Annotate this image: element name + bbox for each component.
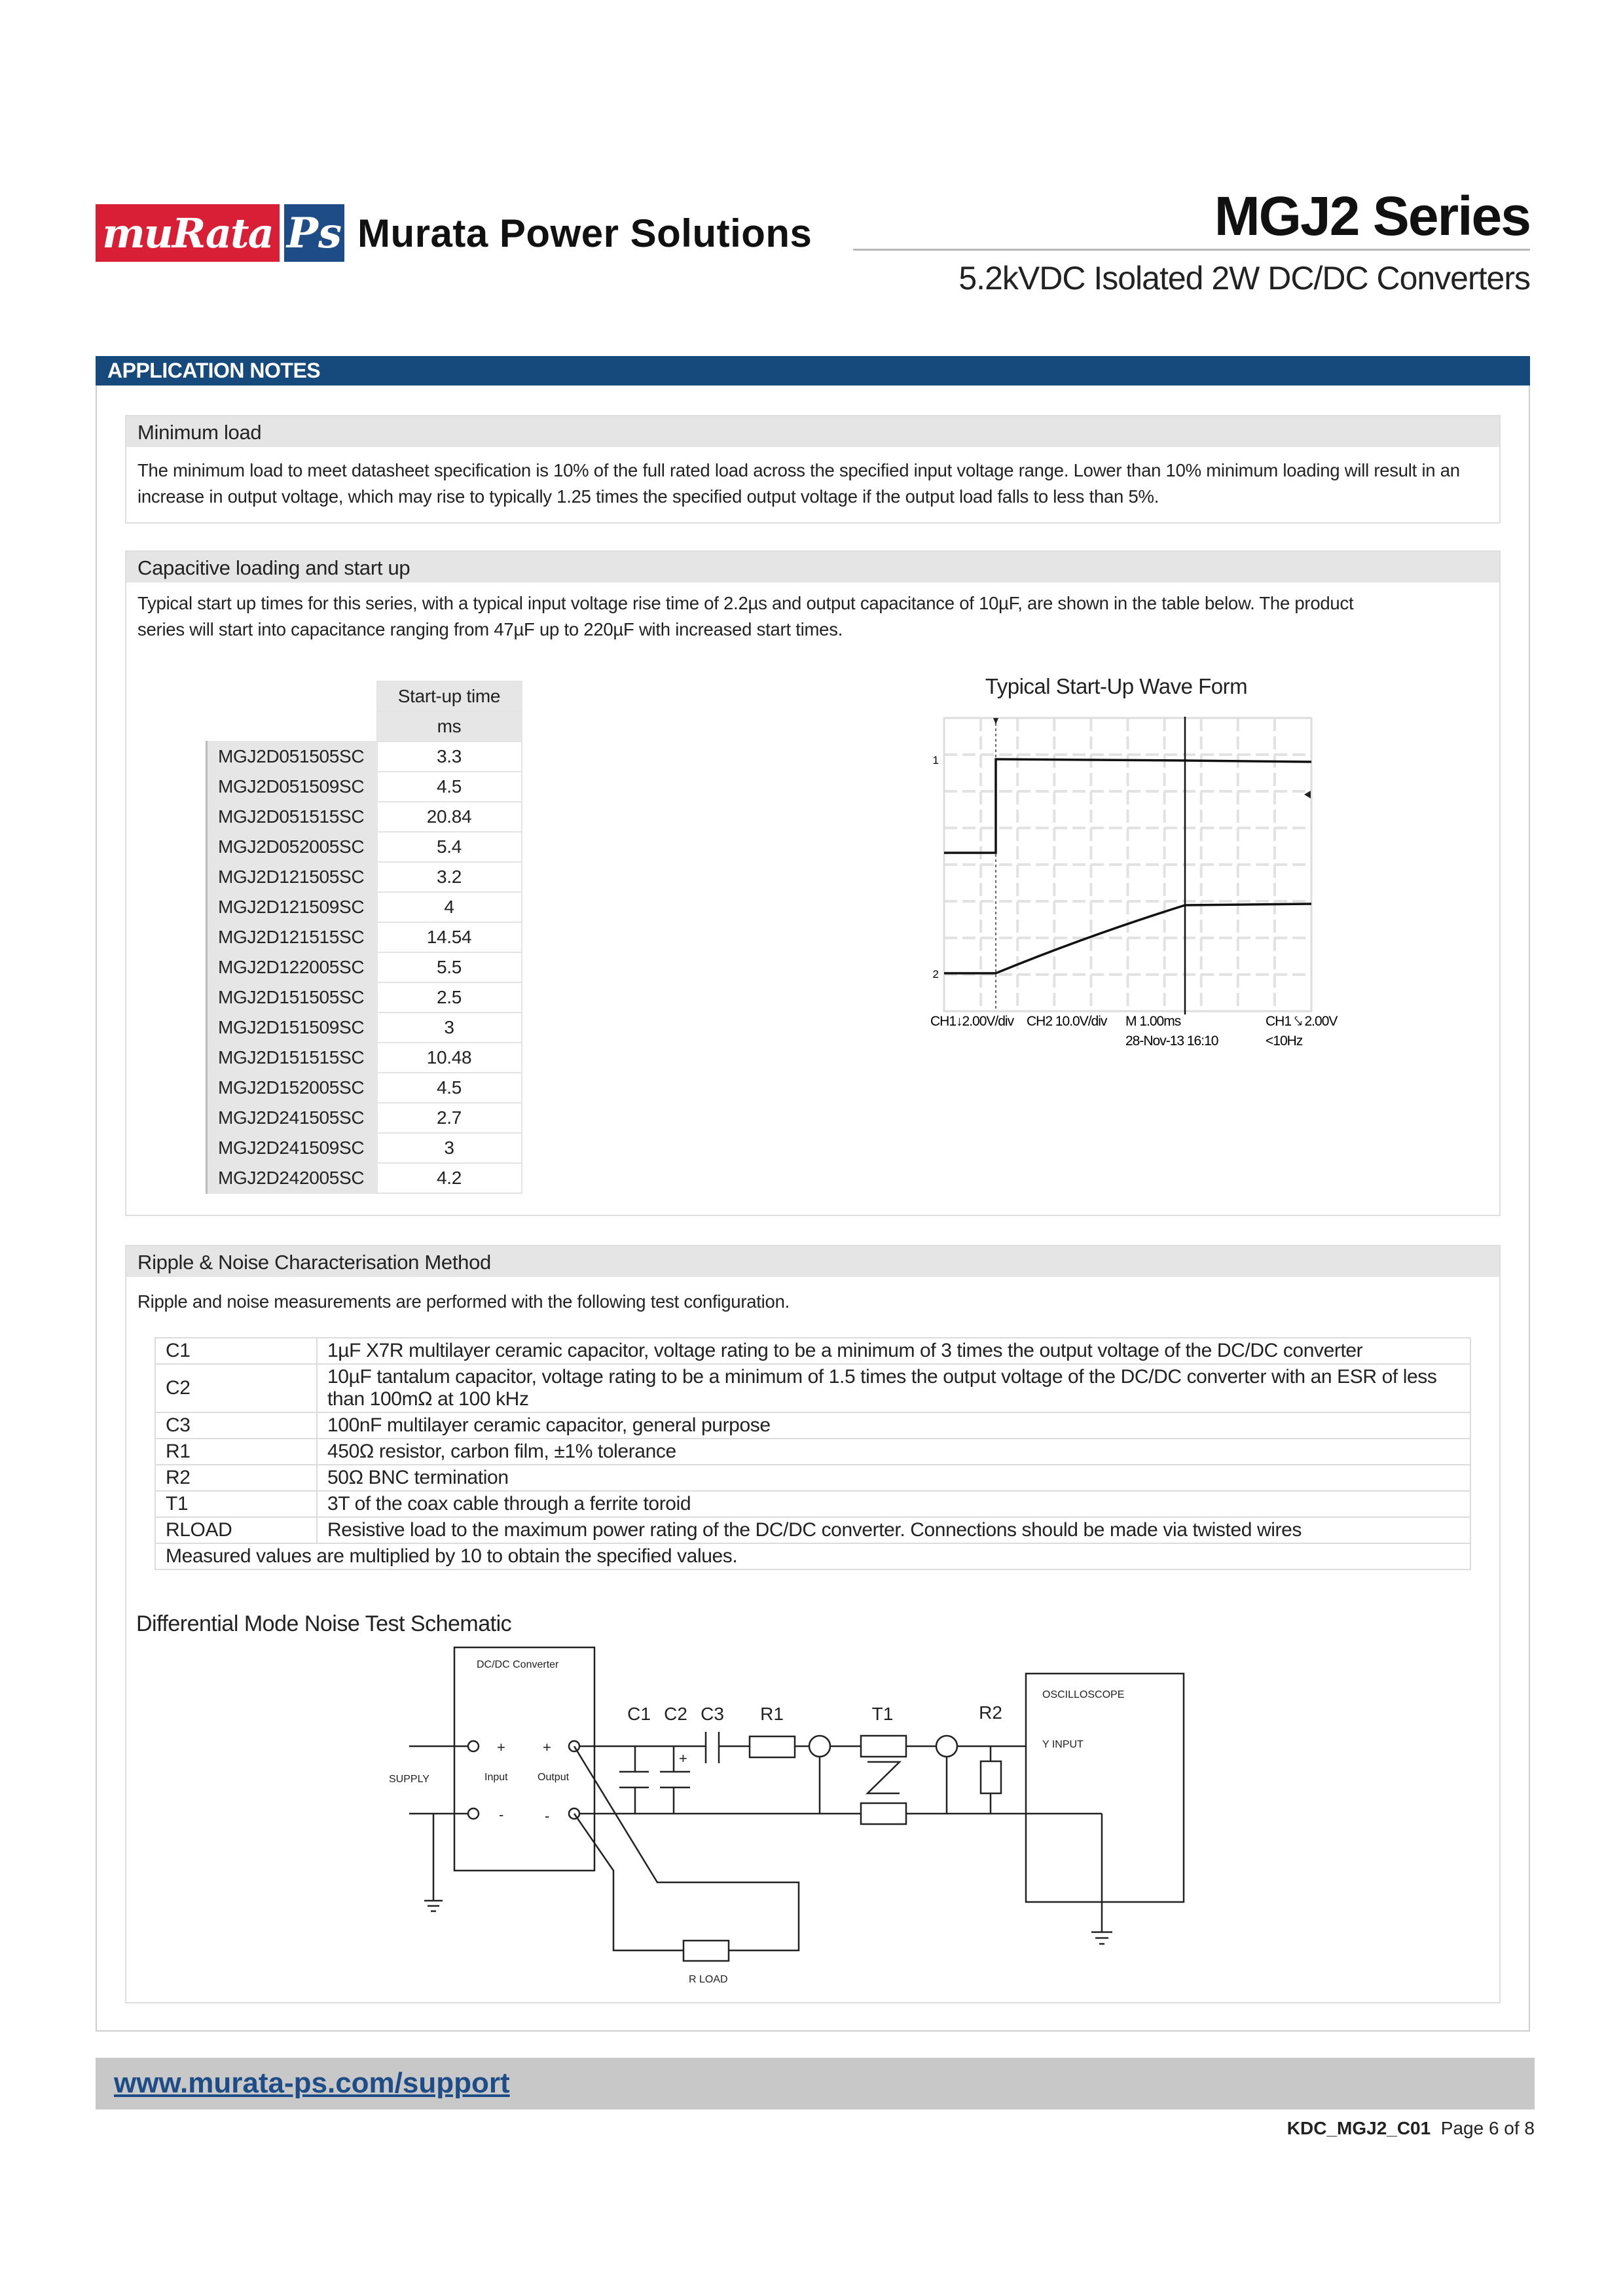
table-row	[155, 1491, 1470, 1517]
startup-time-cell: 2.7	[377, 1103, 522, 1133]
table-row	[207, 1073, 522, 1103]
model-cell: MGJ2D152005SC	[207, 1073, 377, 1103]
table-row	[155, 1517, 1470, 1543]
footer-bar	[96, 2058, 1535, 2109]
text-line: Typical start up times for this series, with a typical input voltage rise time of 2.2µs and output capacitance of 10µF, are shown in the table below. The product	[137, 593, 1354, 613]
table-note: Measured values are multiplied by 10 to obtain the specified values.	[155, 1543, 1470, 1570]
section-title: Minimum load	[126, 416, 1499, 447]
model-cell: MGJ2D241505SC	[207, 1103, 377, 1133]
component-ref: RLOAD	[155, 1517, 317, 1543]
series-title: MGJ2 Series	[1214, 185, 1530, 247]
startup-time-cell: 3.3	[377, 742, 522, 772]
murata-logo-text: muRata	[102, 209, 273, 257]
table-row	[207, 1103, 522, 1133]
startup-waveform-scope	[917, 710, 1362, 1057]
trigger-marker-icon	[993, 718, 998, 725]
component-desc: 10µF tantalum capacitor, voltage rating to be a minimum of 1.5 times the output voltage of the DC/DC converter with an ESR of less than 100mΩ at 100 kHz	[317, 1364, 1470, 1412]
model-cell: MGJ2D051515SC	[207, 802, 377, 832]
table-row	[155, 1338, 1470, 1364]
r2-resistor	[981, 1761, 1001, 1793]
r1-label: R1	[760, 1704, 784, 1724]
trigger-setting: CH1 ⤥ 2.00V	[1266, 1014, 1338, 1029]
startup-time-cell: 5.5	[377, 952, 522, 982]
table-row	[207, 1163, 522, 1193]
component-ref: C3	[155, 1412, 317, 1439]
startup-time-cell: 4.5	[377, 772, 522, 802]
table-row	[207, 922, 522, 952]
output-plus: +	[543, 1739, 551, 1755]
support-link[interactable]: www.murata-ps.com/support	[114, 2067, 510, 2099]
component-desc: 1µF X7R multilayer ceramic capacitor, voltage rating to be a minimum of 3 times the output voltage of the DC/DC converter	[317, 1338, 1470, 1364]
datetime: 28-Nov-13 16:10	[1125, 1033, 1218, 1049]
startup-time-cell: 4.2	[377, 1163, 522, 1193]
model-cell: MGJ2D242005SC	[207, 1163, 377, 1193]
rload-label: R LOAD	[689, 1974, 728, 1985]
component-ref: T1	[155, 1491, 317, 1517]
component-ref: R2	[155, 1465, 317, 1491]
table-row	[155, 1364, 1470, 1412]
table-row	[155, 1412, 1470, 1439]
section-title: Ripple & Noise Characterisation Method	[126, 1246, 1499, 1277]
series-subtitle: 5.2kVDC Isolated 2W DC/DC Converters	[958, 260, 1530, 296]
input-label: Input	[484, 1772, 508, 1783]
table-row	[207, 742, 522, 772]
c2-label: C2	[664, 1704, 687, 1724]
model-cell: MGJ2D151509SC	[207, 1013, 377, 1043]
startup-time-cell: 3	[377, 1013, 522, 1043]
oscilloscope-label: OSCILLOSCOPE	[1042, 1689, 1125, 1700]
supply-label: SUPPLY	[389, 1774, 429, 1785]
component-ref: C2	[155, 1364, 317, 1412]
c2-polarity: +	[679, 1750, 687, 1767]
input-minus: -	[499, 1806, 504, 1823]
ps-logo	[284, 204, 344, 262]
table-row	[155, 1465, 1470, 1491]
ch1-marker: 1	[932, 754, 939, 766]
converter-label: DC/DC Converter	[477, 1659, 559, 1670]
c1-label: C1	[627, 1704, 651, 1724]
y-input-label: Y INPUT	[1042, 1739, 1084, 1750]
murata-logo	[96, 204, 280, 262]
model-cell: MGJ2D121515SC	[207, 922, 377, 952]
ps-logo-text: Ps	[286, 208, 342, 258]
table-row	[207, 1133, 522, 1163]
model-cell: MGJ2D121505SC	[207, 862, 377, 892]
ripple-intro: Ripple and noise measurements are performed with the following test configuration.	[137, 1291, 790, 1312]
table-row	[207, 832, 522, 862]
header-divider	[853, 249, 1530, 251]
startup-time-cell: 3	[377, 1133, 522, 1163]
section-title: Capacitive loading and start up	[126, 552, 1499, 583]
waveform-title: Typical Start-Up Wave Form	[985, 674, 1248, 698]
component-desc: 450Ω resistor, carbon film, ±1% tolerance	[317, 1439, 1470, 1465]
ch1-scale: CH1↓2.00V/div	[930, 1014, 1014, 1029]
component-ref: R1	[155, 1439, 317, 1465]
model-cell: MGJ2D151515SC	[207, 1043, 377, 1073]
dcdc-converter-box	[454, 1647, 594, 1871]
timebase: M 1.00ms	[1125, 1014, 1181, 1029]
noise-test-schematic	[354, 1636, 1270, 2003]
model-cell: MGJ2D241509SC	[207, 1133, 377, 1163]
document-id: KDC_MGJ2_C01	[1286, 2118, 1431, 2138]
component-desc: 3T of the coax cable through a ferrite toroid	[317, 1491, 1470, 1517]
model-cell: MGJ2D051505SC	[207, 742, 377, 772]
t1-lower	[861, 1803, 906, 1824]
startup-time-table	[206, 681, 522, 1194]
model-cell: MGJ2D151505SC	[207, 982, 377, 1013]
component-desc: Resistive load to the maximum power rating of the DC/DC converter. Connections should be made via twisted wires	[317, 1517, 1470, 1543]
startup-time-cell: 4.5	[377, 1073, 522, 1103]
text-line: series will start into capacitance ranging from 47µF up to 220µF with increased start times.	[137, 619, 843, 639]
input-plus: +	[497, 1739, 505, 1755]
r2-label: R2	[979, 1702, 1002, 1723]
startup-time-cell: 14.54	[377, 922, 522, 952]
model-cell: MGJ2D052005SC	[207, 832, 377, 862]
rload-resistor	[684, 1941, 729, 1961]
schematic-title: Differential Mode Noise Test Schematic	[136, 1611, 512, 1636]
output-minus: -	[545, 1808, 550, 1824]
startup-time-cell: 4	[377, 892, 522, 922]
column-unit: ms	[377, 711, 522, 742]
capacitive-text	[126, 583, 1499, 643]
table-row	[207, 772, 522, 802]
ch2-scale: CH2 10.0V/div	[1027, 1014, 1107, 1029]
model-cell: MGJ2D122005SC	[207, 952, 377, 982]
frequency: <10Hz	[1266, 1033, 1303, 1049]
table-row	[207, 862, 522, 892]
startup-time-cell: 10.48	[377, 1043, 522, 1073]
table-row	[207, 892, 522, 922]
application-notes-bar: APPLICATION NOTES	[96, 356, 1530, 386]
model-cell: MGJ2D121509SC	[207, 892, 377, 922]
page-number: Page 6 of 8	[1440, 2118, 1535, 2138]
t1-upper	[861, 1736, 906, 1757]
t1-label: T1	[871, 1704, 894, 1724]
minimum-load-section	[125, 415, 1501, 524]
table-row	[207, 802, 522, 832]
startup-time-cell: 5.4	[377, 832, 522, 862]
component-ref: C1	[155, 1338, 317, 1364]
column-header: Start-up time	[377, 681, 522, 711]
table-row	[207, 982, 522, 1013]
r1-resistor	[750, 1736, 795, 1757]
output-label: Output	[538, 1772, 570, 1783]
c3-label: C3	[701, 1704, 724, 1724]
component-desc: 100nF multilayer ceramic capacitor, general purpose	[317, 1412, 1470, 1439]
minimum-load-text: The minimum load to meet datasheet specification is 10% of the full rated load across the specified input voltage range. Lower than 10% minimum loading will result in an increase in output voltage, which may rise to typically 1.25 times the specified output voltage if the output load falls to less than 5%.	[137, 460, 1460, 507]
table-row	[155, 1439, 1470, 1465]
brand-name: Murata Power Solutions	[357, 211, 812, 255]
table-row	[207, 1013, 522, 1043]
table-note-row	[155, 1543, 1470, 1570]
table-row	[207, 952, 522, 982]
startup-time-cell: 20.84	[377, 802, 522, 832]
startup-time-cell: 2.5	[377, 982, 522, 1013]
model-cell: MGJ2D051509SC	[207, 772, 377, 802]
ch2-marker: 2	[932, 968, 939, 980]
page-info	[1287, 2118, 1535, 2139]
test-configuration-table	[155, 1337, 1471, 1570]
component-desc: 50Ω BNC termination	[317, 1465, 1470, 1491]
oscilloscope-box	[1026, 1674, 1184, 1902]
startup-time-cell: 3.2	[377, 862, 522, 892]
table-row	[207, 1043, 522, 1073]
